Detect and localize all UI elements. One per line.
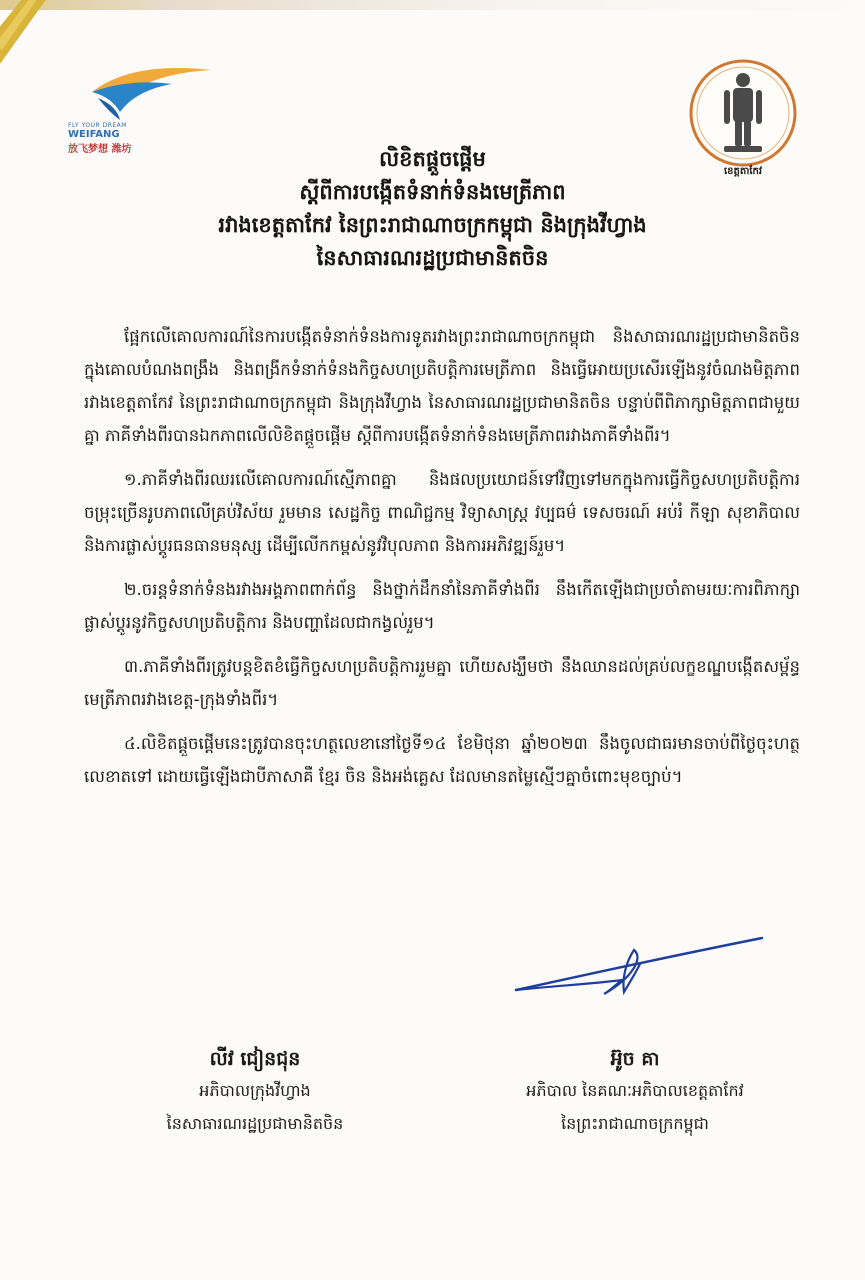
logo-slogan: 放飞梦想 潍坊 <box>68 144 132 155</box>
signatory-right-title-2: នៃព្រះរាជាណាចក្រកម្ពុជា <box>561 1114 709 1133</box>
document-title <box>120 142 745 274</box>
signatory-left-title-1: អភិបាលក្រុងវីហ្វាង <box>199 1081 311 1100</box>
paragraph-preamble: ផ្អែកលើគោលការណ៍នៃការបង្កើតទំនាក់ទំនងការទូតរវាងព្រះរាជាណាចក្រកម្ពុជា និងសាធារណរដ្ឋប្រជាមានិតចិន ក្នុងគោលបំណងពង្រឹង និងពង្រីកទំនាក់ទំនងកិច្ចសហប្រតិបត្តិការមេត្រីភាព និងធ្វើអោយប្រសើរឡើងនូវចំណងមិត្តភាពរវាងខេត្តតាកែវ នៃព្រះរាជាណាចក្រកម្ពុជា និងក្រុងវីហ្វាង នៃសាធារណរដ្ឋប្រជាមានិតចិន បន្ទាប់ពីពិភាក្សាមិត្តភាពជាមួយគ្នា ភាគីទាំងពីរបានឯកភាពលើលិខិតផ្តួចផ្តើម ស្តីពីការបង្កើតទំនាក់ទំនងមេត្រីភាពរវាងភាគីទាំងពីរ។ <box>84 327 800 445</box>
title-line-3: រវាងខេត្តតាកែវ នៃព្រះរាជាណាចក្រកម្ពុជា និងក្រុងវីហ្វាង <box>218 212 647 237</box>
letter-body <box>84 320 800 804</box>
title-line-4: នៃសាធារណរដ្ឋប្រជាមានិតចិន <box>316 245 549 270</box>
signatory-left-name: លីវ ជៀនជុន <box>209 1048 301 1070</box>
signatory-left <box>130 1044 380 1140</box>
seal-label: ខេត្តតាកែវ <box>723 166 763 177</box>
handwritten-signature <box>512 928 772 1004</box>
signatory-left-title-2: នៃសាធារណរដ្ឋប្រជាមានិតចិន <box>166 1114 344 1133</box>
title-line-2: ស្តីពីការបង្កើតទំនាក់ទំនងមេត្រីភាព <box>299 179 566 204</box>
signatory-right-name: អ៊ូច គា <box>610 1048 660 1070</box>
title-line-1: លិខិតផ្តួចផ្តើម <box>379 146 486 171</box>
paragraph-article-3: ៣.ភាគីទាំងពីរត្រូវបន្តខិតខំធ្វើកិច្ចសហប្រតិបត្តិការរួមគ្នា ហើយសង្ឃឹមថា នឹងឈានដល់គ្រប់លក្ខខណ្ឌបង្កើតសម្ព័ន្ធមេត្រីភាពរវាងខេត្ត-ក្រុងទាំងពីរ។ <box>84 657 800 709</box>
paragraph-article-4: ៤.លិខិតផ្តួចផ្តើមនេះត្រូវបានចុះហត្ថលេខានៅថ្ងៃទី១៤ ខែមិថុនា ឆ្នាំ២០២៣ នឹងចូលជាធរមានចាប់ពីថ្ងៃចុះហត្ថលេខាតទៅ ដោយធ្វើឡើងជាបីភាសាគឺ ខ្មែរ ចិន និងអង់គ្លេស ដែលមានតម្លៃស្មើៗគ្នាចំពោះមុខច្បាប់។ <box>84 734 800 786</box>
paragraph-article-1: ១.ភាគីទាំងពីរឈរលើគោលការណ៍ស្មើភាពគ្នា និងផលប្រយោជន៍ទៅវិញទៅមកក្នុងការធ្វើកិច្ចសហប្រតិបត្តិការចម្រុះច្រើនរូបភាពលើគ្រប់វិស័យ រួមមាន សេដ្ឋកិច្ច ពាណិជ្ជកម្ម វិទ្យាសាស្ត្រ វប្បធម៌ ទេសចរណ៍ អប់រំ កីឡា សុខាភិបាល និងការផ្លាស់ប្តូរធនធានមនុស្ស ដើម្បីលើកកម្ពស់នូវវិបុលភាព និងការអភិវឌ្ឍន៍រួម។ <box>84 470 800 555</box>
signatory-right <box>490 1044 780 1140</box>
paragraph-article-2: ២.ចរន្តទំនាក់ទំនងរវាងអង្គភាពពាក់ព័ន្ធ និងថ្នាក់ដឹកនាំនៃភាគីទាំងពីរ នឹងកើតឡើងជាប្រចាំតាមរយៈការពិភាក្សាផ្លាស់ប្តូរនូវកិច្ចសហប្រតិបត្តិការ និងបញ្ហាដែលជាកង្វល់រួម។ <box>84 580 800 632</box>
logo-brand: WEIFANG <box>68 129 120 140</box>
kite-swoosh-icon <box>62 62 222 122</box>
logo-tagline: FLY YOUR DREAM <box>68 122 127 129</box>
gold-ribbon-decoration <box>0 0 56 64</box>
signatory-right-title-1: អភិបាល នៃគណៈអភិបាលខេត្តតាកែវ <box>526 1081 744 1100</box>
top-edge-band <box>0 0 865 10</box>
